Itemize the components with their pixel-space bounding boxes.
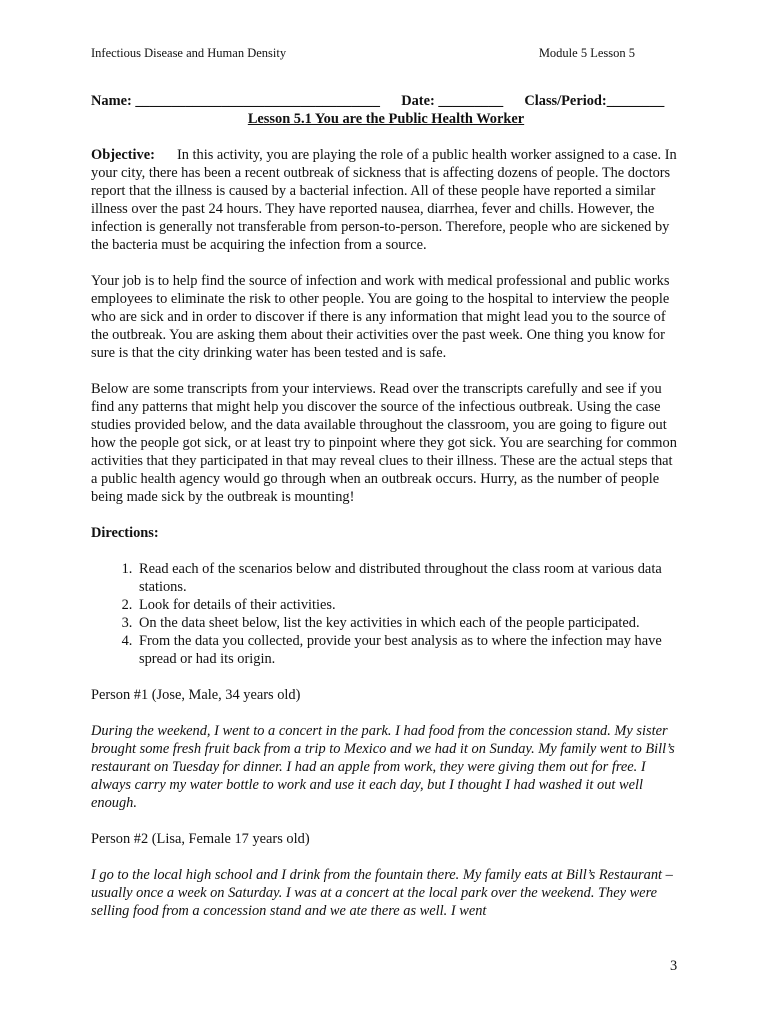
person-1-transcript: During the weekend, I went to a concert in the park. I had food from the concession stand. My sister brought some fresh fruit back from a trip to Mexico and we had it on Sunday. My family went to Bill’s restaurant on Tuesday for dinner. I had an apple from work, they were giving them out for free. I always carry my water bottle to work and use it each day, but I thought I had washed it out well enough. — [91, 723, 675, 811]
direction-item: 1. Read each of the scenarios below and distributed throughout the class room at various data stations. — [136, 560, 681, 596]
person-1-label: Person #1 (Jose, Male, 34 years old) — [91, 687, 301, 703]
student-info-line — [91, 92, 681, 110]
page-content — [91, 92, 681, 938]
name-field: Name: __________________________________ — [91, 93, 380, 109]
objective-text: In this activity, you are playing the role of a public health worker assigned to a case. In your city, there has been a recent outbreak of sickness that is affecting dozens of people. The doctors report that the illness is caused by a bacterial infection. All of these people have reported a similar illness over the past 24 hours. They have reported nausea, diarrhea, fever and chills. However, the infection is generally not transferable from person-to-person. Therefore, people who are sickened by the bacteria must be acquiring the infection from a source. — [91, 147, 677, 253]
header-title: Infectious Disease and Human Density — [91, 46, 287, 60]
direction-item: 4. From the data you collected, provide your best analysis as to where the infection may have spread or had its origin. — [136, 632, 681, 668]
person-2-label: Person #2 (Lisa, Female 17 years old) — [91, 831, 310, 847]
lesson-title: Lesson 5.1 You are the Public Health Worker — [247, 111, 525, 127]
direction-item: 2. Look for details of their activities. — [136, 596, 681, 614]
person-2-transcript: I go to the local high school and I drink from the fountain there. My family eats at Bill’s Restaurant – usually once a week on Saturday. I was at a concert at the local park over the weekend. They were selling food from a concession stand and we ate there as well. I went — [91, 867, 673, 919]
objective-paragraph — [91, 146, 681, 254]
transcripts-paragraph: Below are some transcripts from your interviews. Read over the transcripts carefully and see if you find any patterns that might help you discover the source of the infectious outbreak. Using the case studies provided below, and the data available throughout the classroom, you are going to figure out how the people got sick, or at least try to pinpoint where they got sick. You are searching for common activities that they participated in that may reveal clues to their illness. These are the actual steps that a public health agency would go through when an outbreak occurs. Hurry, as the number of people being made sick by the outbreak is mounting! — [91, 381, 677, 505]
job-paragraph: Your job is to help find the source of infection and work with medical professional and public works employees to eliminate the risk to other people. You are going to the hospital to interview the people who are sick and in order to discover if there is any information that might lead you to the source of the outbreak. You are asking them about their activities over the past week. One thing you know for sure is that the city drinking water has been tested and is safe. — [91, 273, 670, 361]
directions-list — [91, 560, 681, 668]
date-field: Date: _________ — [401, 93, 504, 109]
page-header — [91, 46, 635, 61]
direction-item: 3. On the data sheet below, list the key activities in which each of the people participated. — [136, 614, 681, 632]
directions-heading: Directions: — [91, 525, 159, 541]
class-period-field: Class/Period:________ — [524, 93, 665, 109]
objective-label: Objective: — [91, 147, 155, 163]
header-module: Module 5 Lesson 5 — [538, 46, 635, 60]
page-number: 3 — [670, 958, 678, 974]
